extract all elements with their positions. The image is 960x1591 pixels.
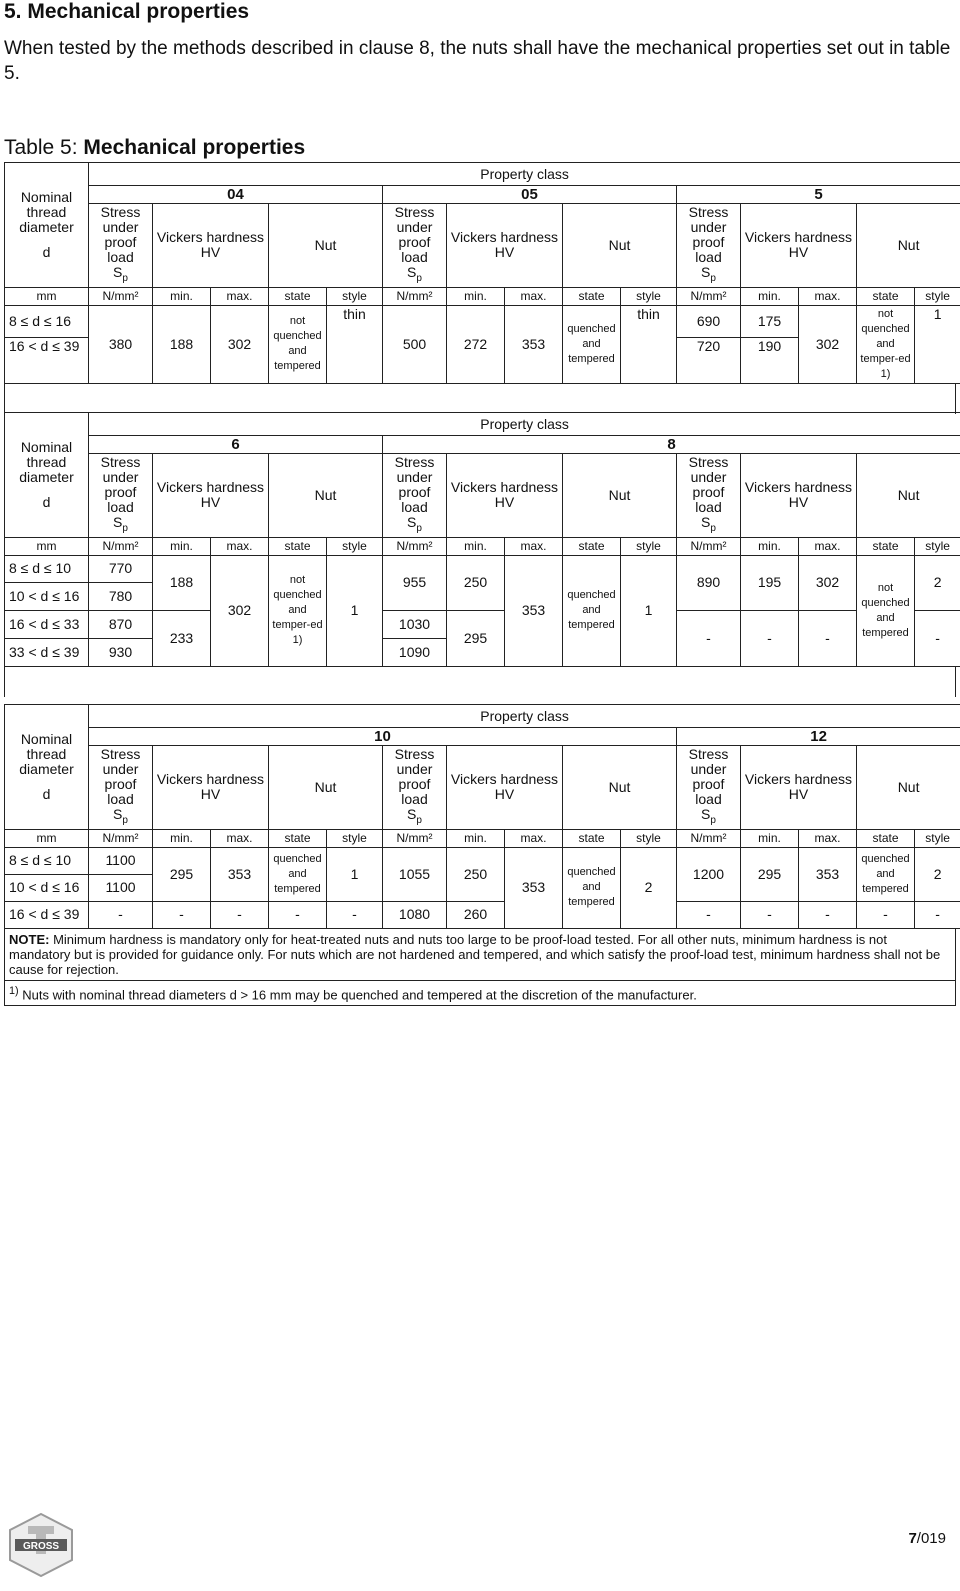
diameter-cell: 16 < d ≤ 33 (5, 610, 89, 638)
nut-header: Nut (563, 746, 677, 830)
nominal-header (5, 413, 89, 538)
d-label: d (42, 785, 51, 802)
unit-mm: mm (5, 287, 89, 305)
state-cell: quenched and tempered (857, 847, 915, 901)
nut-header: Nut (269, 454, 383, 538)
value-cell: 770 (89, 555, 153, 582)
unit-state: state (269, 287, 327, 305)
value-cell: - (799, 610, 857, 666)
style-cell: 2 (621, 847, 677, 928)
stress-line: under (396, 761, 433, 777)
value-cell: 190 (741, 337, 799, 383)
value-cell: 175 (741, 305, 799, 337)
state-cell: not quenched and tempered (857, 555, 915, 666)
nut-header: Nut (269, 746, 383, 830)
unit-nmm: N/mm² (677, 287, 741, 305)
value-cell: 1200 (677, 847, 741, 901)
value-cell: - (741, 901, 799, 928)
stress-line: proof (104, 234, 137, 250)
value-cell: 1080 (383, 901, 447, 928)
stress-header (677, 454, 741, 538)
class-8: 8 (667, 436, 676, 453)
unit-state: state (269, 537, 327, 555)
unit-min: min. (741, 537, 799, 555)
unit-max: max. (211, 537, 269, 555)
style-cell: thin (327, 305, 383, 337)
unit-state: state (563, 829, 621, 847)
vickers-header: Vickers hardness HV (741, 204, 857, 288)
unit-min: min. (153, 287, 211, 305)
unit-style: style (915, 287, 960, 305)
nominal-label: Nominal thread diameter (19, 188, 74, 235)
unit-state: state (563, 537, 621, 555)
diameter-cell: 16 < d ≤ 39 (5, 337, 89, 383)
stress-line: load (695, 499, 722, 515)
value-cell: 870 (89, 610, 153, 638)
table-block-3 (4, 704, 956, 1006)
stress-sub: p (122, 814, 128, 826)
vickers-header: Vickers hardness HV (447, 746, 563, 830)
stress-line: under (690, 469, 727, 485)
unit-nmm: N/mm² (677, 829, 741, 847)
value-cell: 302 (799, 305, 857, 383)
table-note (4, 929, 956, 981)
vickers-header: Vickers hardness HV (153, 746, 269, 830)
unit-style: style (621, 829, 677, 847)
stress-line: Stress (688, 746, 729, 762)
unit-mm: mm (5, 829, 89, 847)
stress-line: Stress (688, 454, 729, 470)
stress-header (383, 746, 447, 830)
unit-min: min. (447, 287, 505, 305)
stress-sub: p (122, 272, 128, 284)
stress-line: proof (692, 484, 725, 500)
stress-line: $S_p$ (113, 264, 128, 284)
value-cell: 353 (505, 847, 563, 928)
style-cell: 1 (621, 555, 677, 666)
unit-style: style (327, 287, 383, 305)
gross-logo (6, 1512, 76, 1578)
unit-style: style (915, 829, 960, 847)
stress-line: under (102, 219, 139, 235)
value-cell: 295 (741, 847, 799, 901)
nut-header: Nut (269, 204, 383, 288)
stress-line: load (401, 249, 428, 265)
unit-state: state (857, 537, 915, 555)
stress-line: proof (104, 776, 137, 792)
stress-line: under (396, 219, 433, 235)
unit-min: min. (153, 537, 211, 555)
unit-min: min. (447, 829, 505, 847)
logo-text: GROSS (22, 1541, 60, 1552)
stress-header (89, 454, 153, 538)
stress-line: load (107, 499, 134, 515)
unit-max: max. (505, 287, 563, 305)
stress-header (89, 746, 153, 830)
table-caption-title: Mechanical properties (83, 136, 306, 159)
unit-max: max. (799, 829, 857, 847)
page-number-main: 7 (908, 1530, 917, 1547)
stress-line: Stress (100, 454, 141, 470)
footnote-text: Nuts with nominal thread diameters d > 16 mm may be quenched and tempered at the discretion of the manufacturer. (18, 987, 697, 1003)
value-cell: 272 (447, 305, 505, 383)
stress-line: Stress (688, 204, 729, 220)
state-cell: quenched and tempered (563, 555, 621, 666)
state-cell: - (857, 901, 915, 928)
stress-line: $S_p$ (701, 264, 716, 284)
stress-line: proof (692, 776, 725, 792)
value-cell: 1030 (383, 610, 447, 638)
value-cell: - (741, 610, 799, 666)
page-number-suffix: /019 (916, 1530, 946, 1547)
property-class-label: Property class (89, 705, 960, 728)
unit-style: style (621, 287, 677, 305)
unit-nmm: N/mm² (89, 537, 153, 555)
intro-paragraph: When tested by the methods described in clause 8, the nuts shall have the mechanical properties set out in table 5. (4, 38, 951, 84)
stress-sub: p (122, 522, 128, 534)
stress-sub: p (710, 272, 716, 284)
value-cell: - (677, 610, 741, 666)
table-footnote (4, 981, 956, 1006)
value-cell: 302 (211, 555, 269, 666)
nominal-header (5, 163, 89, 288)
nominal-label: Nominal thread diameter (19, 438, 74, 485)
value-cell: 690 (677, 305, 741, 337)
stress-header (89, 204, 153, 288)
style-cell: 2 (915, 555, 960, 610)
section-heading: 5. Mechanical properties (4, 0, 250, 23)
unit-nmm: N/mm² (677, 537, 741, 555)
unit-nmm: N/mm² (89, 287, 153, 305)
table-caption-prefix: Table 5: (4, 136, 84, 159)
note-text: Minimum hardness is mandatory only for heat-treated nuts and nuts too large to be proof-load tested. For all other nuts, minimum hardness is not mandatory but is provided for guidance only. For nuts which are not hardened and tempered, and which satisfy the proof-load test, minimum hardness shall not be cause for rejection. (9, 931, 941, 977)
value-cell: 353 (799, 847, 857, 901)
stress-line: load (695, 791, 722, 807)
vickers-header: Vickers hardness HV (447, 454, 563, 538)
footnote-mark: 1) (9, 984, 19, 997)
property-table-3 (4, 704, 960, 929)
stress-line: load (401, 499, 428, 515)
value-cell: 260 (447, 901, 505, 928)
stress-line: Stress (394, 204, 435, 220)
value-cell: 1090 (383, 638, 447, 666)
note-label: NOTE: (9, 931, 50, 947)
stress-line: under (102, 761, 139, 777)
unit-state: state (857, 829, 915, 847)
value-cell: 500 (383, 305, 447, 383)
state-cell: not quenched and temper-ed 1) (269, 555, 327, 666)
class-10: 10 (89, 728, 677, 746)
state-cell: not quenched and tempered (269, 305, 327, 383)
class-05: 05 (383, 186, 677, 204)
unit-max: max. (211, 829, 269, 847)
block-spacer (4, 384, 956, 414)
vickers-header: Vickers hardness HV (741, 454, 857, 538)
stress-line: under (690, 219, 727, 235)
stress-line: proof (398, 776, 431, 792)
stress-header (677, 746, 741, 830)
property-class-label: Property class (89, 413, 960, 436)
unit-max: max. (211, 287, 269, 305)
state-cell: - (269, 901, 327, 928)
value-cell: 780 (89, 582, 153, 610)
unit-min: min. (741, 829, 799, 847)
style-cell: 1 (327, 555, 383, 666)
value-cell: 295 (153, 847, 211, 901)
stress-line: load (107, 791, 134, 807)
stress-line: load (695, 249, 722, 265)
state-cell: quenched and tempered (563, 847, 621, 928)
value-cell: 930 (89, 638, 153, 666)
stress-sub: p (710, 522, 716, 534)
stress-line: proof (398, 484, 431, 500)
unit-style: style (915, 537, 960, 555)
stress-line: $S_p$ (407, 514, 422, 534)
unit-nmm: N/mm² (383, 537, 447, 555)
stress-line: $S_p$ (701, 514, 716, 534)
value-cell: 890 (677, 555, 741, 610)
diameter-cell: 8 ≤ d ≤ 16 (5, 305, 89, 337)
class-12: 12 (810, 728, 827, 745)
state-cell: quenched and tempered (563, 305, 621, 383)
unit-state: state (857, 287, 915, 305)
nut-header: Nut (857, 454, 960, 538)
vickers-header: Vickers hardness HV (741, 746, 857, 830)
value-cell: 955 (383, 555, 447, 610)
vickers-header: Vickers hardness HV (447, 204, 563, 288)
state-cell: not quenched and temper-ed 1) (857, 305, 915, 383)
stress-line: $S_p$ (701, 806, 716, 826)
style-cell: 1 (327, 847, 383, 901)
stress-sub: p (416, 814, 422, 826)
stress-line: Stress (394, 746, 435, 762)
style-cell: 1 (933, 305, 942, 322)
unit-style: style (327, 537, 383, 555)
unit-style: style (621, 537, 677, 555)
value-cell: 250 (447, 555, 505, 610)
unit-nmm: N/mm² (89, 829, 153, 847)
value-cell: 1100 (89, 874, 153, 901)
value-cell: 353 (505, 305, 563, 383)
class-6: 6 (89, 436, 383, 454)
class-04: 04 (89, 186, 383, 204)
stress-header (677, 204, 741, 288)
unit-nmm: N/mm² (383, 829, 447, 847)
property-table-1 (4, 162, 960, 384)
unit-max: max. (799, 287, 857, 305)
style-cell: 2 (915, 847, 960, 901)
nominal-header (5, 705, 89, 830)
style-cell (327, 337, 383, 383)
stress-line: Stress (100, 204, 141, 220)
value-cell: 302 (799, 555, 857, 610)
unit-max: max. (505, 537, 563, 555)
unit-nmm: N/mm² (383, 287, 447, 305)
unit-style: style (327, 829, 383, 847)
nut-header: Nut (563, 204, 677, 288)
stress-header (383, 204, 447, 288)
value-cell: 295 (447, 610, 505, 666)
style-cell: - (935, 629, 940, 646)
stress-line: $S_p$ (113, 514, 128, 534)
property-class-label: Property class (89, 163, 960, 186)
unit-max: max. (799, 537, 857, 555)
value-cell: 302 (211, 305, 269, 383)
stress-line: load (107, 249, 134, 265)
diameter-cell: 16 < d ≤ 39 (5, 901, 89, 928)
value-cell: 353 (505, 555, 563, 666)
value-cell: 195 (741, 555, 799, 610)
unit-min: min. (153, 829, 211, 847)
diameter-cell: 10 < d ≤ 16 (5, 582, 89, 610)
stress-line: under (690, 761, 727, 777)
stress-line: Stress (100, 746, 141, 762)
diameter-cell: 10 < d ≤ 16 (5, 874, 89, 901)
value-cell: - (89, 901, 153, 928)
diameter-cell: 8 ≤ d ≤ 10 (5, 847, 89, 874)
table-caption (4, 136, 305, 160)
stress-line: Stress (394, 454, 435, 470)
unit-state: state (269, 829, 327, 847)
stress-line: $S_p$ (113, 806, 128, 826)
diameter-cell: 8 ≤ d ≤ 10 (5, 555, 89, 582)
value-cell: 188 (153, 555, 211, 610)
stress-line: under (396, 469, 433, 485)
nut-header: Nut (563, 454, 677, 538)
stress-line: proof (104, 484, 137, 500)
vickers-header: Vickers hardness HV (153, 454, 269, 538)
value-cell: 720 (677, 337, 741, 383)
stress-line: $S_p$ (407, 806, 422, 826)
vickers-header: Vickers hardness HV (153, 204, 269, 288)
value-cell: 233 (153, 610, 211, 666)
table-block-1 (4, 162, 956, 414)
page-number (908, 1530, 946, 1547)
stress-line: $S_p$ (407, 264, 422, 284)
value-cell: 250 (447, 847, 505, 901)
stress-line: under (102, 469, 139, 485)
state-cell: quenched and tempered (269, 847, 327, 901)
table-block-2 (4, 412, 956, 697)
value-cell: 353 (211, 847, 269, 901)
stress-line: proof (398, 234, 431, 250)
unit-min: min. (741, 287, 799, 305)
nominal-label: Nominal thread diameter (19, 730, 74, 777)
d-label: d (42, 493, 51, 510)
stress-sub: p (710, 814, 716, 826)
stress-sub: p (416, 272, 422, 284)
stress-header (383, 454, 447, 538)
value-cell: - (677, 901, 741, 928)
diameter-cell: 33 < d ≤ 39 (5, 638, 89, 666)
value-cell: 1055 (383, 847, 447, 901)
value-cell: 188 (153, 305, 211, 383)
value-cell: - (799, 901, 857, 928)
value-cell: - (153, 901, 211, 928)
style-cell: - (935, 906, 940, 923)
unit-min: min. (447, 537, 505, 555)
unit-max: max. (505, 829, 563, 847)
style-cell (621, 337, 677, 383)
unit-mm: mm (5, 537, 89, 555)
value-cell: 1100 (89, 847, 153, 874)
property-table-2 (4, 412, 960, 667)
unit-state: state (563, 287, 621, 305)
nut-header: Nut (857, 204, 960, 288)
block-spacer (4, 667, 956, 697)
style-cell: - (327, 901, 383, 928)
value-cell: 380 (89, 305, 153, 383)
stress-line: load (401, 791, 428, 807)
d-label: d (42, 243, 51, 260)
value-cell: - (211, 901, 269, 928)
stress-sub: p (416, 522, 422, 534)
stress-line: proof (692, 234, 725, 250)
nut-header: Nut (857, 746, 960, 830)
class-5: 5 (814, 186, 823, 203)
style-cell: thin (621, 305, 677, 337)
